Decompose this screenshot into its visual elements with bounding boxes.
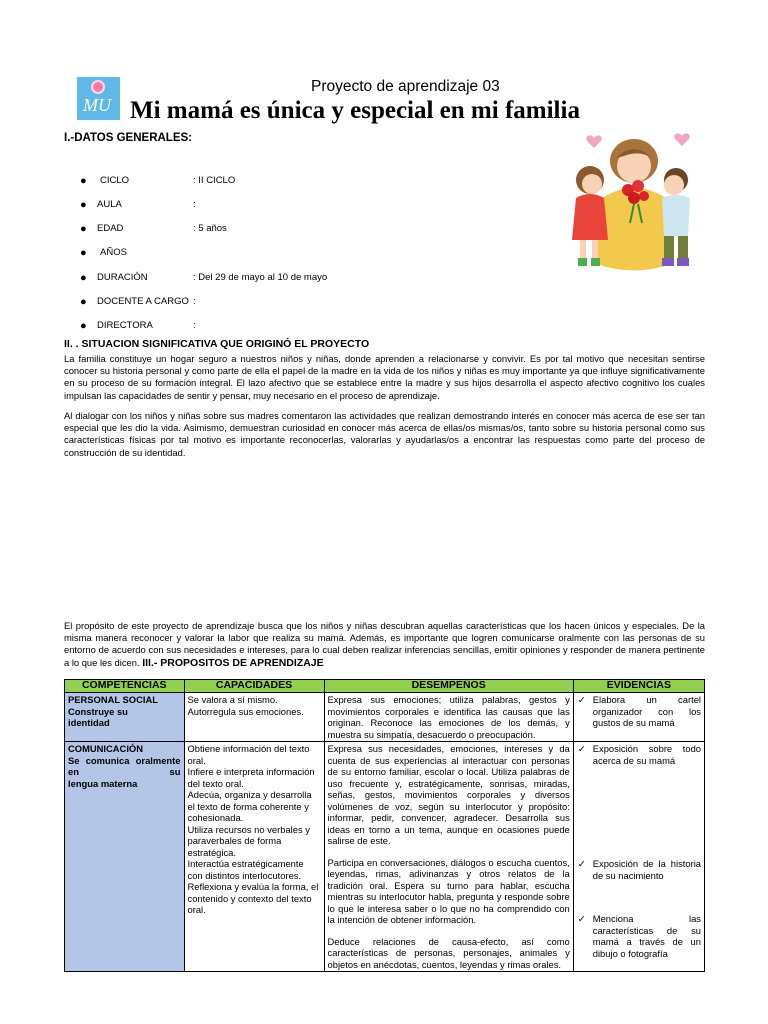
- spacer: [577, 766, 701, 858]
- header-evidencias: EVIDENCIAS: [573, 680, 704, 693]
- competencia-area: COMUNICACIÓN: [68, 743, 143, 754]
- spacer: [328, 847, 570, 857]
- mu-logo: [77, 77, 120, 120]
- check-icon: ✓: [577, 858, 586, 869]
- logo-text: MU: [83, 95, 111, 115]
- purpose-paragraph: [64, 620, 705, 669]
- evidencia-text: Menciona las características de su mamá a través de un dibujo o fotografía: [592, 913, 701, 959]
- competencia-line: lengua materna: [68, 777, 138, 789]
- learning-purposes-table: [64, 679, 705, 972]
- evidencia-text: Exposición de la historia de su nacimiento: [592, 858, 701, 881]
- desempeno-item: Expresa sus necesidades, emociones, intereses y da cuenta de sus experiencias al interactuar con personas de su entorno familiar, escolar o local. Utiliza palabras de uso frecuente y, estratégicamente, sonrisas, miradas, señas, gestos, movimientos corporales y diversos volúmenes de voz, según su interlocutor y propósito: informar, pedir, convencer, agradecer. Desarrolla sus ideas en torno a un tema, aunque en ocasiones puede salirse de este.: [327, 743, 570, 846]
- header-capacidades: CAPACIDADES: [184, 680, 324, 693]
- capacidades-cell: [184, 742, 324, 972]
- evidencias-cell: [573, 693, 704, 742]
- evidencia-item: [577, 743, 701, 766]
- section-general-data-heading: I.-DATOS GENERALES:: [64, 132, 192, 144]
- mother-children-illustration: [564, 128, 704, 280]
- evidencia-item: [577, 694, 701, 729]
- heart-icon: [586, 135, 601, 148]
- desempenos-cell: [324, 742, 573, 972]
- item-value: :: [193, 296, 196, 307]
- item-label: DOCENTE A CARGO: [97, 296, 189, 307]
- competencia-line: Se comunica oralmente en su: [68, 754, 181, 777]
- check-icon: ✓: [577, 913, 586, 924]
- evidencia-item: [577, 858, 701, 881]
- competencia-area: PERSONAL SOCIAL: [68, 694, 158, 705]
- item-value: :: [193, 199, 196, 210]
- header-desempenos: DESEMPEÑOS: [324, 680, 573, 693]
- desempenos-cell: [324, 693, 573, 742]
- flower-icon: [93, 82, 103, 92]
- bullet-icon: ●: [80, 199, 87, 211]
- desempeno-item: Deduce relaciones de causa-efecto, así como características de personas, personajes, animales y objetos en anécdotas, cuentos, leyendas y rimas orales.: [327, 935, 570, 970]
- evidencias-cell: [573, 742, 704, 972]
- evidencia-item: [577, 913, 701, 959]
- competencia-cell: [65, 742, 185, 972]
- list-item-anos: [80, 247, 460, 261]
- list-item-docente: [80, 296, 460, 310]
- bullet-icon: ●: [80, 272, 87, 284]
- competencia-line: identidad: [68, 717, 110, 728]
- spacer: [328, 926, 570, 936]
- list-item-directora: [80, 320, 460, 334]
- competencia-cell: [65, 693, 185, 742]
- evidencia-text: Elabora un cartel organizador con los gustos de su mamá: [592, 694, 701, 728]
- item-label: CICLO: [100, 175, 130, 186]
- header-competencias: COMPETENCIAS: [65, 680, 185, 693]
- item-value: :: [193, 320, 196, 331]
- table-row: [65, 693, 705, 742]
- capacidad-item: Autorregula sus emociones.: [187, 705, 304, 717]
- table-row: [65, 742, 705, 972]
- check-icon: ✓: [577, 694, 586, 705]
- project-title: Mi mamá es única y especial en mi familia: [130, 97, 580, 124]
- purpose-text: El propósito de este proyecto de aprendizaje busca que los niños y niñas descubran aquellas características que los hacen únicos y especiales. De la misma manera reconocer y valorar la labor que realiza su mamá. Además, es importante que logren comunicarse oralmente con las personas de su entorno de acuerdo con sus necesidades e intereses, para lo cual deben realizar inferencias sencillas, emitir opiniones y responder de manera pertinente a lo que les dicen.: [64, 620, 705, 668]
- capacidad-item: Se valora a sí mismo.: [187, 694, 278, 705]
- bullet-icon: ●: [80, 175, 87, 187]
- item-value: : II CICLO: [193, 175, 236, 186]
- item-value: : Del 29 de mayo al 10 de mayo: [193, 272, 328, 283]
- section-situation-heading: II. . SITUACION SIGNIFICATIVA QUE ORIGINÓ EL PROYECTO: [64, 338, 370, 350]
- item-label: DIRECTORA: [97, 320, 153, 331]
- list-item-edad: [80, 223, 460, 237]
- bullet-icon: ●: [80, 247, 87, 259]
- desempeno-item: Expresa sus emociones; utiliza palabras, gestos y movimientos corporales e identifica las causas que las originan. Reconoce las emociones de los demás, y muestra su simpatía, desacuerdo o preocupación.: [327, 694, 570, 740]
- item-label: AÑOS: [100, 247, 127, 258]
- bullet-icon: ●: [80, 223, 87, 235]
- item-label: DURACIÓN: [97, 272, 148, 283]
- list-item-ciclo: [80, 175, 460, 189]
- bullet-icon: ●: [80, 320, 87, 332]
- capacidad-item: Adecúa, organiza y desarrolla el texto de forma coherente y cohesionada.: [187, 789, 312, 823]
- competencia-line: Construye su: [68, 705, 128, 717]
- table-header-row: [65, 680, 705, 693]
- capacidad-item: Obtiene información del texto oral.: [187, 743, 310, 766]
- item-label: AULA: [97, 199, 122, 210]
- list-item-duracion: [80, 272, 460, 286]
- capacidades-cell: [184, 693, 324, 742]
- capacidad-item: Reflexiona y evalúa la forma, el contenido y contexto del texto oral.: [187, 881, 319, 915]
- capacidad-item: Utiliza recursos no verbales y paraverbales de forma estratégica.: [187, 823, 310, 858]
- spacer: [577, 881, 701, 913]
- item-label: EDAD: [97, 223, 124, 234]
- project-subtitle: Proyecto de aprendizaje 03: [311, 78, 500, 95]
- capacidad-item: Interactúa estratégicamente con distintos interlocutores.: [187, 858, 304, 881]
- capacidad-item: Infiere e interpreta información del texto oral.: [187, 766, 315, 789]
- situation-paragraph-2: Al dialogar con los niños y niñas sobre sus madres comentaron las actividades que realizan demostrando interés en conocer más acerca de ese ser tan especial que les dio la vida. Asimismo, demuestran curiosidad en conocer más acerca de ellas/os mismas/os, tanto sobre su historia personal como sus características físicas por tal motivo es importante reconocerlas, valorarlas y ayudarlas/os a encontrar las respuestas como parte del proceso de construcción de su identidad.: [64, 410, 705, 458]
- situation-paragraph-1: La familia constituye un hogar seguro a nuestros niños y niñas, donde aprenden a relacionarse y convivir. Es por tal motivo que necesitan sentirse conocer su historia personal y como parte de ella el papel de la madre en la vida de los niños y niñas es muy importante ya que influye significativamente en su proceso de su formación integral. El lazo afectivo que se establece entre la madre y sus hijos desarrolla el aspecto afectivo cognitivo los cuales impulsan las capacidades de sentir y pensar, muy necesario en el proceso de aprendizaje.: [64, 353, 705, 401]
- heart-icon: [674, 133, 689, 146]
- evidencia-text: Exposición sobre todo acerca de su mamá: [592, 743, 701, 766]
- desempeno-item: Participa en conversaciones, diálogos o escucha cuentos, leyendas, rimas, adivinanzas y otros relatos de la tradición oral. Espera su turno para hablar, escucha mientras su interlocutor habla, pregunta y responde sobre lo que le interesa saber o lo que no ha comprendido con la intención de obtener información.: [327, 856, 570, 925]
- bullet-icon: ●: [80, 296, 87, 308]
- list-item-aula: [80, 199, 460, 213]
- section-purposes-heading: III.- PROPOSITOS DE APRENDIZAJE: [142, 656, 324, 669]
- check-icon: ✓: [577, 743, 586, 754]
- item-value: : 5 años: [193, 223, 227, 234]
